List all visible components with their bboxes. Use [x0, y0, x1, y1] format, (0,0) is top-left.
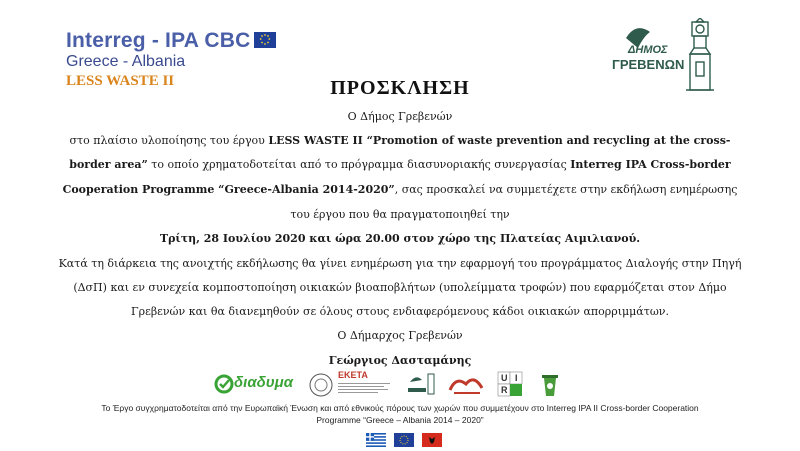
project-name-bold: LESS WASTE II “Promotion of waste prevention and recycling at the cross- — [268, 134, 731, 147]
body-line-2 — [40, 134, 760, 148]
project-logo: LESS WASTE II — [66, 73, 175, 89]
eketa-name: ΕΚΕΤΑ — [338, 370, 368, 380]
body-line-9: Γρεβενών και θα διανεμηθούν σε όλους στους ενδιαφερόμενους κάδοι οικιακών απορριμμάτων. — [131, 305, 669, 318]
eu-flag-small-icon — [394, 433, 414, 447]
municipality-name-line2: ΓΡΕΒΕΝΩΝ — [612, 57, 685, 72]
page-title: ΠΡΟΣΚΛΗΣΗ — [330, 77, 470, 99]
programme-name-bold-cont: Cooperation Programme “Greece-Albania 2014-2020” — [62, 183, 395, 196]
body-line-3 — [40, 158, 760, 172]
body-line-5: του έργου που θα πραγματοποιηθεί την — [290, 208, 510, 221]
interreg-title: Interreg - IPA CBC — [66, 29, 251, 52]
programme-name-bold: Interreg IPA Cross-border — [570, 158, 731, 171]
diadyma-logo — [214, 370, 298, 400]
event-date-line: Τρίτη, 28 Ιουλίου 2020 και ώρα 20.00 στον χώρο της Πλατείας Αιμιλιανού. — [159, 232, 641, 245]
text-span: στο πλαίσιο υλοποίησης του έργου — [69, 134, 269, 147]
mayor-title: Ο Δήμαρχος Γρεβενών — [337, 329, 463, 342]
uri-letter-u: U — [501, 373, 508, 383]
body-line-4 — [40, 183, 760, 197]
eketa-logo — [308, 370, 398, 400]
project-name-bold-cont: border area” — [69, 158, 148, 171]
municipality-name-line1: ΔΗΜΟΣ — [628, 44, 668, 56]
uri-letter-i: I — [515, 373, 518, 383]
albania-flag-icon — [422, 433, 442, 447]
grevena-small-logo — [406, 370, 438, 400]
mayor-name: Γεώργιος Δασταμάνης — [328, 354, 472, 367]
partner-logos — [214, 370, 586, 400]
greece-flag-icon — [366, 433, 386, 447]
body-line-8: (ΔσΠ) και εν συνεχεία κομποστοποίηση οικιακών βιοαποβλήτων (υπολείμματα τροφών) που εφαρμόζεται στον Δήμο — [73, 281, 727, 294]
uri-logo — [496, 370, 526, 400]
text-span: , σας προσκαλεί να συμμετέχετε στην εκδήλωση ενημέρωσης — [394, 183, 738, 196]
footer-funding-line-1: Το Έργο συγχρηματοδοτείται από την Ευρωπαϊκή Ένωση και από εθνικούς πόρους των χωρών που συμμετέχουν στο Interreg IPA II Cross-border Cooperation — [101, 403, 699, 413]
text-span: το οποίο χρηματοδοτείται από το πρόγραμμα διασυνοριακής συνεργασίας — [147, 158, 571, 171]
footer-funding-line-2: Programme “Greece – Albania 2014 – 2020” — [316, 415, 484, 425]
country-flags — [366, 432, 446, 446]
body-line-7: Κατά τη διάρκεια της ανοιχτής εκδήλωσης θα γίνει ενημέρωση για την εφαρμογή του προγράμματος Διαλογής στην Πηγή — [58, 257, 742, 270]
diadyma-name: διαδυμα — [234, 374, 293, 391]
red-emblem-logo — [446, 370, 486, 400]
compost-bin-logo — [538, 370, 562, 400]
body-line-1: Ο Δήμος Γρεβενών — [347, 110, 453, 123]
interreg-region: Greece - Albania — [66, 53, 186, 70]
uri-letter-r: R — [501, 385, 508, 395]
eu-flag-icon — [254, 32, 276, 48]
